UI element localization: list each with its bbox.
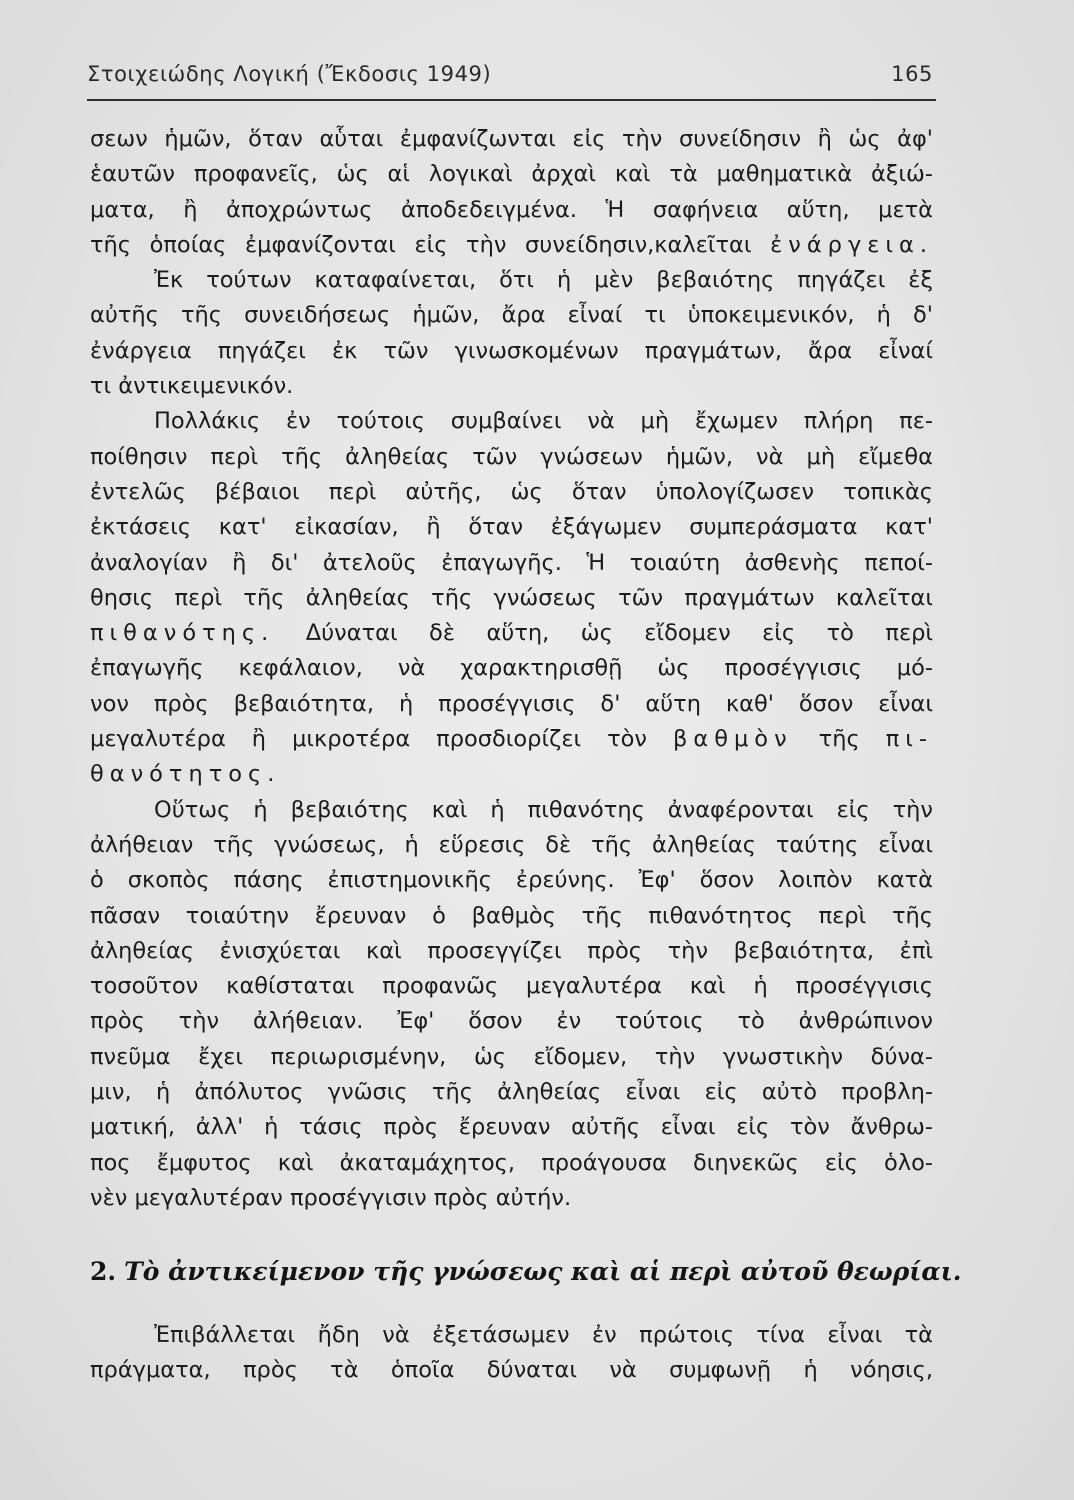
- text-line: ἀληθείας ἐνισχύεται καὶ προσεγγίζει πρὸς τὴν βεβαιότητα, ἐπὶ: [90, 937, 933, 964]
- text-line: ματική, ἀλλ' ἡ τάσις πρὸς ἔρευναν αὐτῆς εἶναι εἰς τὸν ἄνθρω-: [90, 1114, 933, 1141]
- text-line: [90, 616, 933, 651]
- text-line: Ἐκ τούτων καταφαίνεται, ὅτι ἡ μὲν βεβαιότης πηγάζει ἐξ: [154, 267, 933, 294]
- text-line: πρὸς τὴν ἀλήθειαν. Ἐφ' ὅσον ἐν τούτοις τὸ ἀνθρώπινον: [90, 1008, 933, 1035]
- running-title: Στοιχειώδης Λογική (Ἔκδοσις 1949): [87, 62, 492, 86]
- text-line: [90, 228, 933, 263]
- text-line: ματα, ἢ ἀποχρώντως ἀποδεδειγμένα. Ἡ σαφήνεια αὕτη, μετὰ: [90, 196, 933, 223]
- section-number: 2.: [90, 1257, 117, 1286]
- text-fragment: τῆς ὁποίας ἐμφανίζονται εἰς τὴν συνείδησιν,καλεῖται: [90, 231, 752, 258]
- term-enargeia: ἐνάργεια.: [770, 231, 933, 258]
- text-line: ἀλήθειαν τῆς γνώσεως, ἡ εὕρεσις δὲ τῆς ἀληθείας ταύτης εἶναι: [90, 831, 933, 858]
- text-line: νον πρὸς βεβαιότητα, ἡ προσέγγισις δ' αὕτη καθ' ὅσον εἶναι: [90, 690, 933, 717]
- text-line: Πολλάκις ἐν τούτοις συμβαίνει νὰ μὴ ἔχωμεν πλήρη πε-: [154, 408, 933, 435]
- text-line: νὲν μεγαλυτέραν προσέγγισιν πρὸς αὐτήν.: [90, 1184, 572, 1211]
- running-header: [87, 62, 935, 94]
- text-line: πνεῦμα ἔχει περιωρισμένην, ὡς εἴδομεν, τὴν γνωστικὴν δύνα-: [90, 1043, 933, 1070]
- section-body-text: [90, 1318, 933, 1389]
- text-line: [90, 757, 933, 792]
- text-fragment: Δύναται δὲ αὕτη, ὡς εἴδομεν εἰς τὸ περὶ: [305, 620, 933, 647]
- text-fragment: τῆς: [818, 726, 860, 753]
- text-line: ἐπαγωγῆς κεφάλαιον, νὰ χαρακτηρισθῇ ὡς προσέγγισις μό-: [90, 655, 933, 682]
- term-bathmon: βαθμὸν: [673, 726, 793, 753]
- text-line: ποίθησιν περὶ τῆς ἀληθείας τῶν γνώσεων ἡμῶν, νὰ μὴ εἴμεθα: [90, 443, 933, 470]
- text-line: αὐτῆς τῆς συνειδήσεως ἡμῶν, ἄρα εἶναί τι ὑποκειμενικόν, ἡ δ': [90, 302, 933, 329]
- term-pithanotis: πιθανότης.: [90, 620, 275, 647]
- text-line: ἐντελῶς βέβαιοι περὶ αὐτῆς, ὡς ὅταν ὑπολογίζωσεν τοπικὰς: [90, 478, 933, 505]
- text-line: Οὕτως ἡ βεβαιότης καὶ ἡ πιθανότης ἀναφέρονται εἰς τὴν: [154, 796, 933, 823]
- text-line: πράγματα, πρὸς τὰ ὁποῖα δύναται νὰ συμφωνῇ ἡ νόησις,: [90, 1357, 933, 1384]
- page-number: 165: [891, 62, 933, 86]
- text-line: ἑαυτῶν προφανεῖς, ὡς αἱ λογικαὶ ἀρχαὶ καὶ τὰ μαθηματικὰ ἀξιώ-: [90, 161, 933, 188]
- text-line: σεων ἡμῶν, ὅταν αὗται ἐμφανίζωνται εἰς τὴν συνείδησιν ἢ ὡς ἀφ': [90, 126, 933, 152]
- text-line: μιν, ἡ ἀπόλυτος γνῶσις τῆς ἀληθείας εἶναι εἰς αὐτὸ προβλη-: [90, 1079, 933, 1106]
- text-fragment: μεγαλυτέρα ἢ μικροτέρα προσδιορίζει τὸν: [90, 726, 647, 753]
- body-text: [90, 122, 933, 1216]
- term-thanotitos: θανότητος.: [90, 761, 281, 788]
- header-rule: [87, 99, 936, 101]
- text-line: θησις περὶ τῆς ἀληθείας τῆς γνώσεως τῶν πραγμάτων καλεῖται: [90, 584, 933, 611]
- section-heading: [90, 1252, 962, 1292]
- text-line: τι ἀντικειμενικόν.: [90, 373, 294, 400]
- text-line: τοσοῦτον καθίσταται προφανῶς μεγαλυτέρα καὶ ἡ προσέγγισις: [90, 973, 933, 1000]
- text-line: ὁ σκοπὸς πάσης ἐπιστημονικῆς ἐρεύνης. Ἐφ' ὅσον λοιπὸν κατὰ: [90, 867, 933, 894]
- term-pi-prefix: πι-: [885, 726, 933, 753]
- text-line: πος ἔμφυτος καὶ ἀκαταμάχητος, προάγουσα διηνεκῶς εἰς ὁλο-: [90, 1149, 933, 1176]
- text-line: ἐκτάσεις κατ' εἰκασίαν, ἢ ὅταν ἐξάγωμεν συμπεράσματα κατ': [90, 514, 933, 541]
- text-line: ἐνάργεια πηγάζει ἐκ τῶν γινωσκομένων πραγμάτων, ἄρα εἶναί: [90, 337, 933, 364]
- text-line: Ἐπιβάλλεται ἤδη νὰ ἐξετάσωμεν ἐν πρώτοις τίνα εἶναι τὰ: [154, 1322, 933, 1348]
- section-title: Τὸ ἀντικείμενον τῆς γνώσεως καὶ αἱ περὶ αὐτοῦ θεωρίαι.: [124, 1257, 962, 1286]
- text-line: [90, 722, 933, 757]
- text-line: ἀναλογίαν ἢ δι' ἀτελοῦς ἐπαγωγῆς. Ἡ τοιαύτη ἀσθενὴς πεποί-: [90, 549, 933, 576]
- text-line: πᾶσαν τοιαύτην ἔρευναν ὁ βαθμὸς τῆς πιθανότητος περὶ τῆς: [90, 902, 933, 929]
